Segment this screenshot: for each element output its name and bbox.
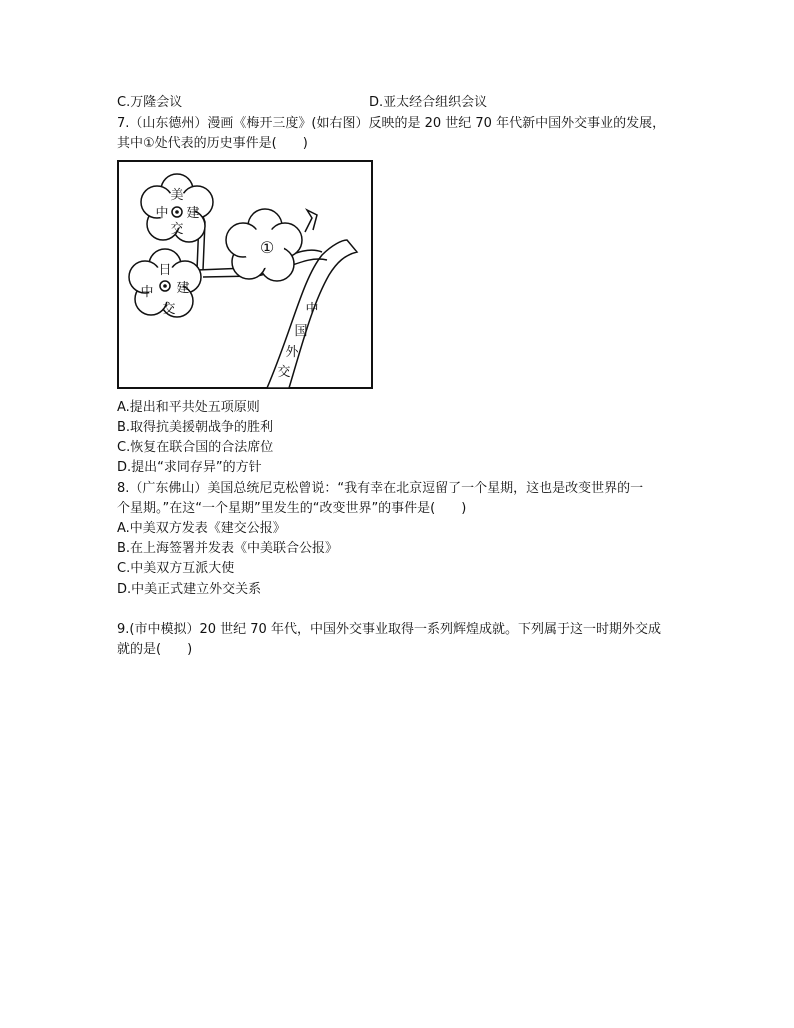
q8-stem-line1: 8.（广东佛山）美国总统尼克松曾说：“我有幸在北京逗留了一个星期，这也是改变世界的一 — [117, 481, 644, 496]
flower-top-char-3: 建 — [186, 206, 200, 221]
flower-bottom-char-3: 建 — [176, 281, 190, 296]
q8-option-b: B.在上海签署并发表《中美联合公报》 — [117, 541, 339, 556]
q7-stem-line2: 其中①处代表的历史事件是( ) — [117, 136, 308, 151]
branch-char-2: 国 — [294, 324, 308, 339]
branch-char-3: 外 — [285, 345, 299, 360]
flower-bottom-char-1: 日 — [158, 263, 172, 278]
branch-char-4: 交 — [277, 365, 291, 380]
q9-stem-line1: 9.(市中模拟）20 世纪 70 年代，中国外交事业取得一系列辉煌成就。下列属于这一时期外交成 — [117, 622, 661, 637]
flower-bottom-char-2: 中 — [140, 285, 154, 300]
option-d-prev: D.亚太经合组织会议 — [369, 95, 488, 110]
q7-stem-line1: 7.（山东德州）漫画《梅开三度》(如右图）反映的是 20 世纪 70 年代新中国外交事业的发展， — [117, 116, 666, 131]
q8-option-d: D.中美正式建立外交关系 — [117, 582, 262, 597]
q8-option-c: C.中美双方互派大使 — [117, 561, 235, 576]
flower-top-char-2: 中 — [155, 206, 169, 221]
flower-top-char-1: 美 — [170, 188, 184, 203]
q7-option-c: C.恢复在联合国的合法席位 — [117, 440, 274, 455]
q8-stem-line2: 个星期。”在这“一个星期”里发生的“改变世界”的事件是( ) — [117, 501, 467, 516]
q7-option-a: A.提出和平共处五项原则 — [117, 400, 260, 415]
q8-option-a: A.中美双方发表《建交公报》 — [117, 521, 286, 536]
flower-bottom-char-4: 交 — [162, 302, 176, 317]
option-c-prev: C.万隆会议 — [117, 95, 183, 110]
circled-one-label: ① — [259, 238, 275, 257]
q7-option-b: B.取得抗美援朝战争的胜利 — [117, 420, 274, 435]
q7-cartoon-figure — [117, 160, 374, 390]
branch-char-1: 中 — [305, 302, 319, 317]
flower-top-char-4: 交 — [170, 222, 184, 237]
q7-option-d: D.提出“求同存异”的方针 — [117, 460, 262, 475]
q9-stem-line2: 就的是( ) — [117, 642, 193, 657]
